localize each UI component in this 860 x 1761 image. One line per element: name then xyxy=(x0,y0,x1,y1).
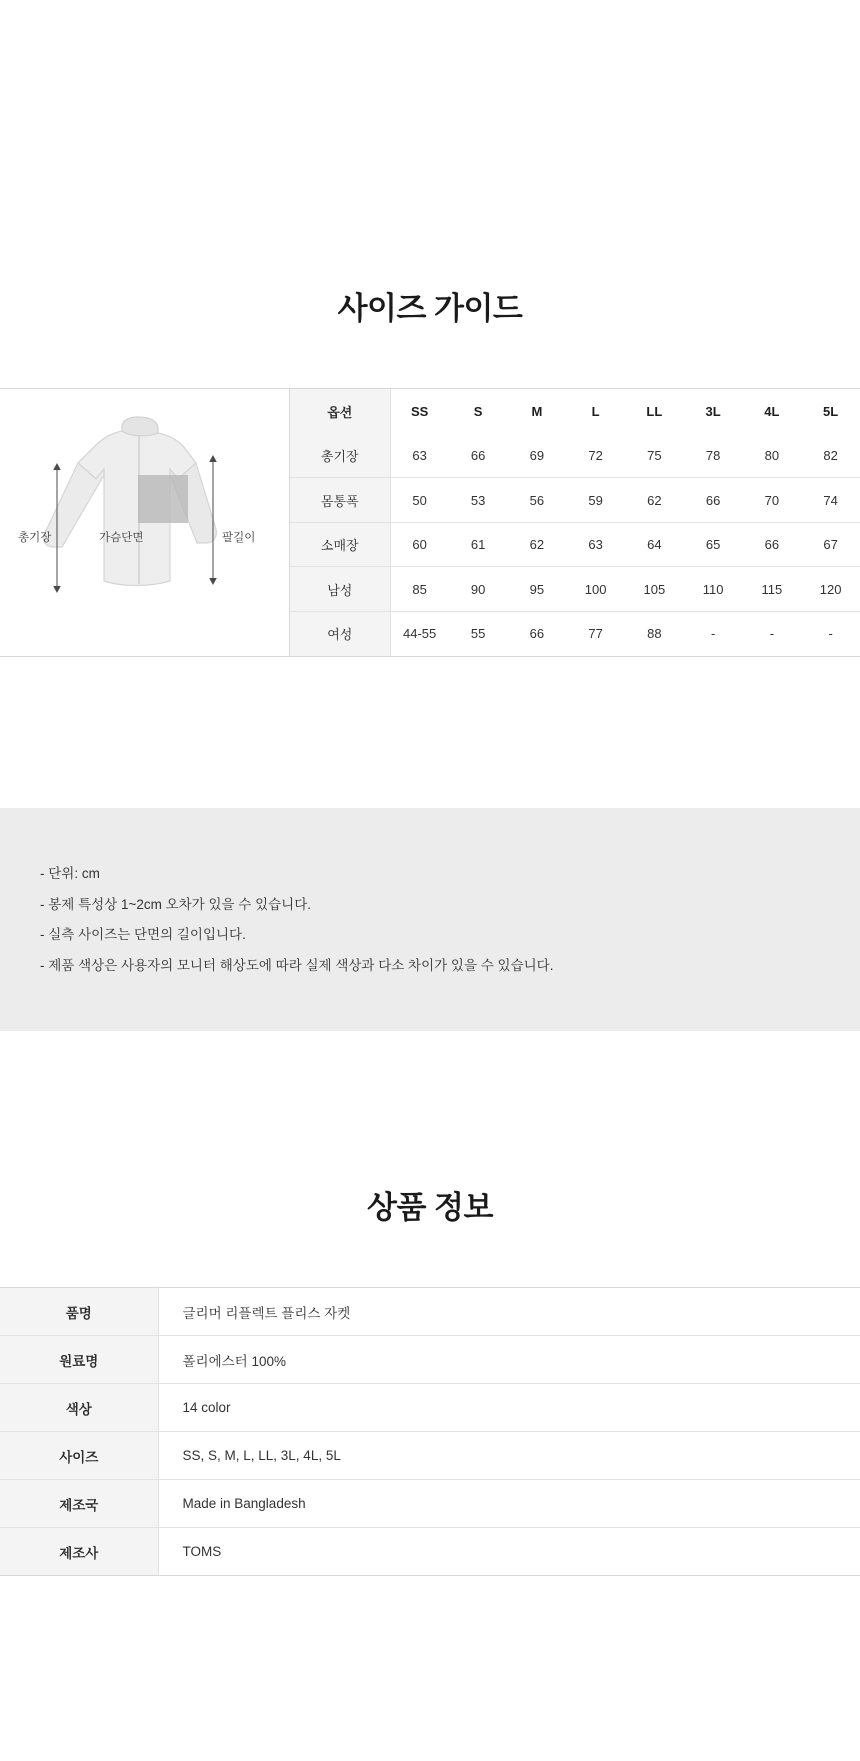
size-cell: 115 xyxy=(743,567,802,612)
info-value-color: 14 color xyxy=(158,1384,860,1432)
table-row xyxy=(0,1528,860,1576)
size-table-head xyxy=(290,389,860,433)
info-label-color: 색상 xyxy=(0,1384,158,1432)
size-cell: 55 xyxy=(470,626,486,642)
size-cell: 69 xyxy=(508,433,567,478)
table-row xyxy=(0,1480,860,1528)
size-row-label-women: 여성 xyxy=(290,611,390,656)
size-row-label-men: 남성 xyxy=(290,567,390,612)
size-cell: 88 xyxy=(647,626,662,642)
size-guide-title: 사이즈 가이드 xyxy=(337,291,523,326)
size-cell: 44-55 xyxy=(403,626,437,642)
table-row xyxy=(290,522,860,567)
info-label-material: 원료명 xyxy=(0,1336,158,1384)
size-cell: 120 xyxy=(801,567,860,612)
info-label-product-name: 품명 xyxy=(0,1288,158,1336)
size-cell: 78 xyxy=(684,433,743,478)
size-cell: 61 xyxy=(449,522,508,567)
table-row xyxy=(290,433,860,478)
size-cell: 59 xyxy=(566,478,625,523)
size-cell: 67 xyxy=(801,522,860,567)
note-line: - 제품 색상은 사용자의 모니터 해상도에 따라 실제 색상과 다소 차이가 있을 수 있습니다. xyxy=(40,957,554,973)
size-cell: 82 xyxy=(801,433,860,478)
size-cell: 66 xyxy=(529,626,545,642)
size-table-header-option: 옵션 xyxy=(290,389,390,433)
size-cell: 63 xyxy=(390,433,449,478)
size-row-label-total-length: 총기장 xyxy=(290,433,390,478)
product-info-title: 상품 정보 xyxy=(367,1190,493,1226)
size-cell: 74 xyxy=(801,478,860,523)
table-row xyxy=(290,478,860,523)
table-row xyxy=(0,1288,860,1336)
size-cell: 80 xyxy=(743,433,802,478)
size-table-header-ss: SS xyxy=(410,403,429,419)
size-cell: 62 xyxy=(625,478,684,523)
size-cell: 105 xyxy=(625,567,684,612)
size-cell: 70 xyxy=(743,478,802,523)
info-value-product-name: 글리머 리플렉트 플리스 자켓 xyxy=(158,1288,860,1336)
size-cell: 90 xyxy=(449,567,508,612)
size-cell: 95 xyxy=(508,567,567,612)
size-cell: 66 xyxy=(684,478,743,523)
table-row xyxy=(0,1432,860,1480)
info-value-material: 폴리에스터 100% xyxy=(158,1336,860,1384)
size-guide-block xyxy=(0,388,860,657)
size-table-body xyxy=(290,433,860,656)
diagram-label-total-length: 총기장 xyxy=(18,532,52,544)
size-cell: 77 xyxy=(588,626,603,642)
size-cell: 50 xyxy=(390,478,449,523)
note-line: - 봉제 특성상 1~2cm 오차가 있을 수 있습니다. xyxy=(40,896,312,912)
size-table xyxy=(290,389,860,656)
bottom-spacer xyxy=(0,1576,860,1761)
size-cell: 62 xyxy=(508,522,567,567)
size-cell: 75 xyxy=(625,433,684,478)
size-table-header-l: L xyxy=(591,403,600,419)
diagram-label-chest-width: 가슴단면 xyxy=(99,532,144,544)
size-notes-section xyxy=(0,808,860,1031)
table-row xyxy=(0,1384,860,1432)
info-value-country: Made in Bangladesh xyxy=(158,1480,860,1528)
size-row-label-body-width: 몸통폭 xyxy=(290,478,390,523)
size-cell: 63 xyxy=(566,522,625,567)
size-cell: 72 xyxy=(566,433,625,478)
product-info-table-body xyxy=(0,1288,860,1576)
size-cell: 66 xyxy=(743,522,802,567)
table-row xyxy=(0,1336,860,1384)
info-label-country: 제조국 xyxy=(0,1480,158,1528)
size-table-header-3l: 3L xyxy=(705,403,721,419)
note-line: - 실측 사이즈는 단면의 길이입니다. xyxy=(40,927,246,943)
size-cell: - xyxy=(769,626,775,642)
diagram-label-sleeve-length: 팔길이 xyxy=(222,532,256,544)
size-cell: 110 xyxy=(684,567,743,612)
size-cell: 64 xyxy=(625,522,684,567)
size-table-header-5l: 5L xyxy=(823,403,839,419)
size-guide-section xyxy=(0,0,860,657)
size-diagram-cell xyxy=(0,389,290,656)
size-row-label-sleeve-length: 소매장 xyxy=(290,522,390,567)
note-line: - 단위: cm xyxy=(40,866,100,881)
table-row xyxy=(290,567,860,612)
size-cell: 85 xyxy=(390,567,449,612)
info-label-size: 사이즈 xyxy=(0,1432,158,1480)
size-table-header-s: S xyxy=(473,403,483,419)
table-header-row xyxy=(290,389,860,433)
info-label-manufacturer: 제조사 xyxy=(0,1528,158,1576)
product-info-table xyxy=(0,1287,860,1576)
size-cell: 53 xyxy=(449,478,508,523)
product-info-section xyxy=(0,1031,860,1576)
size-cell: 65 xyxy=(684,522,743,567)
table-row xyxy=(290,611,860,656)
size-cell: - xyxy=(710,626,716,642)
size-cell: 100 xyxy=(566,567,625,612)
size-cell: 66 xyxy=(449,433,508,478)
size-table-header-4l: 4L xyxy=(764,403,780,419)
size-table-header-m: M xyxy=(531,403,543,419)
jacket-illustration-icon xyxy=(0,389,290,656)
size-cell: 56 xyxy=(508,478,567,523)
size-cell: 60 xyxy=(390,522,449,567)
info-value-size: SS, S, M, L, LL, 3L, 4L, 5L xyxy=(158,1432,860,1480)
size-cell: - xyxy=(828,626,833,642)
info-value-manufacturer: TOMS xyxy=(182,1544,222,1560)
size-diagram xyxy=(0,389,290,656)
size-table-header-ll: LL xyxy=(646,403,663,419)
